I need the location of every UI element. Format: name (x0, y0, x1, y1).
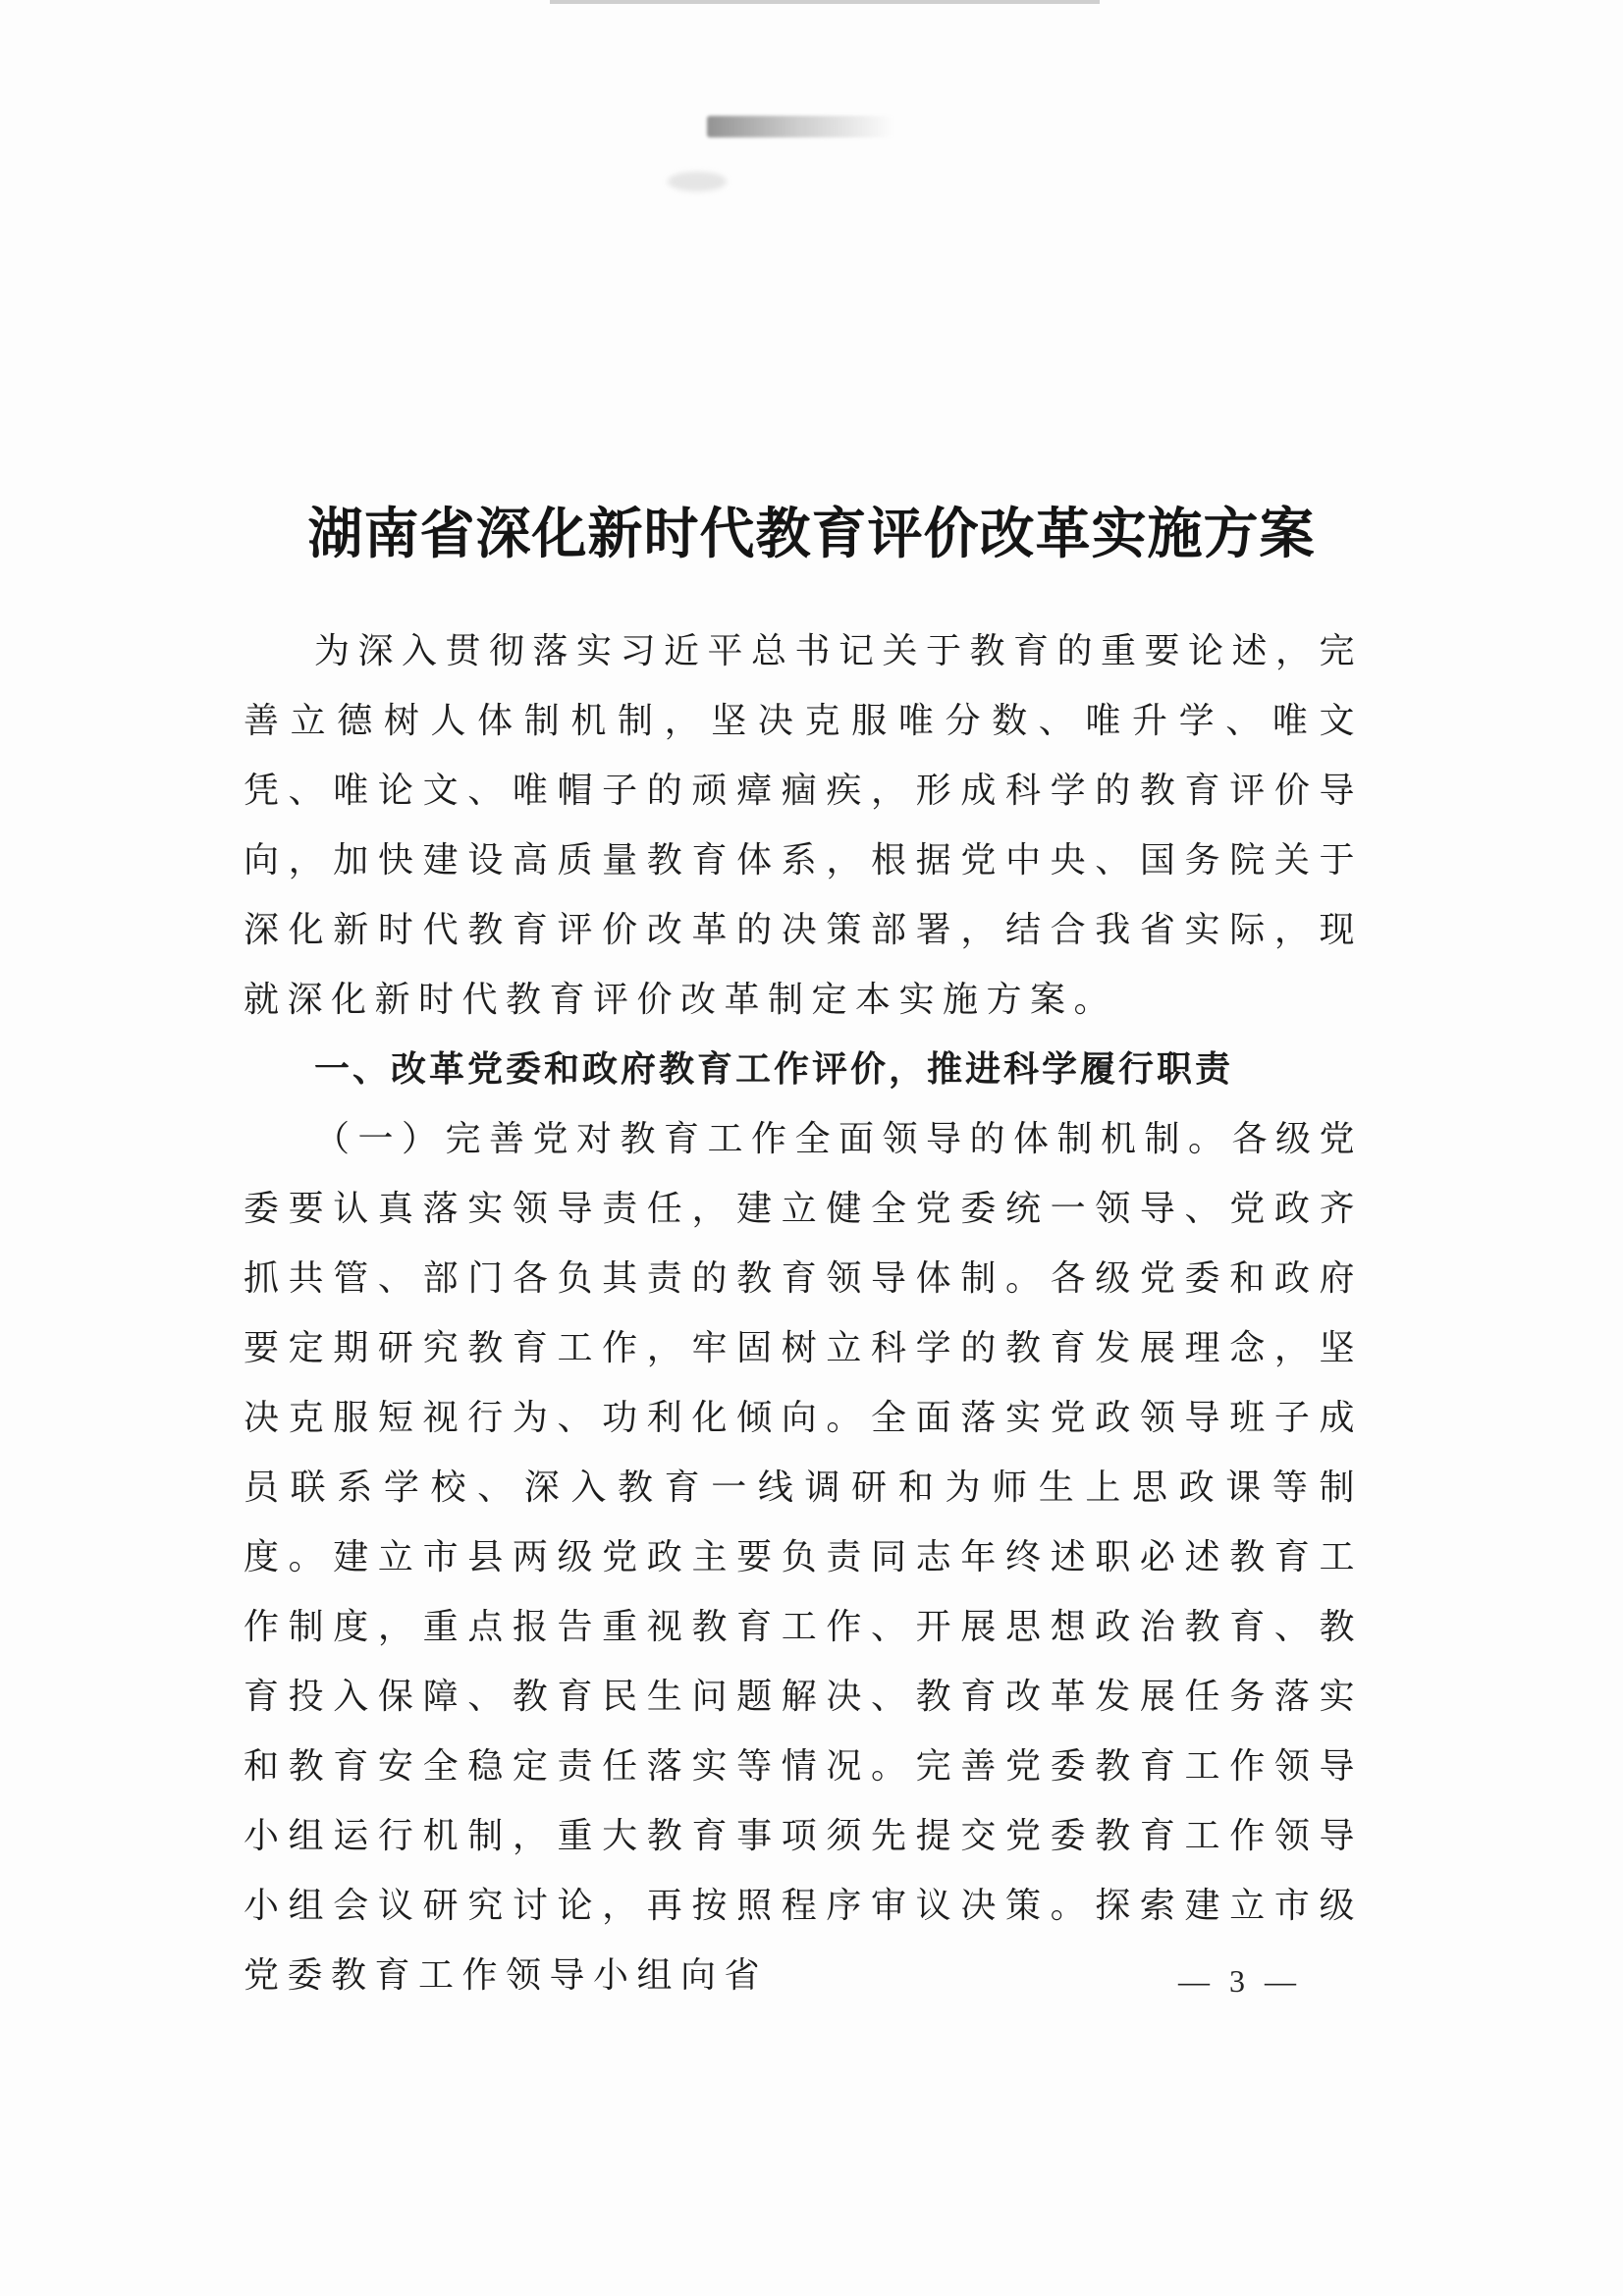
page-number: — 3 — (1178, 1963, 1302, 1999)
scan-smudge (668, 172, 727, 191)
scan-artifact (707, 116, 893, 137)
document-body (243, 616, 1363, 2010)
document-title: 湖南省深化新时代教育评价改革实施方案 (307, 502, 1316, 566)
section-paragraph: （一）完善党对教育工作全面领导的体制机制。各级党委要认真落实领导责任，建立健全党委统一领导、党政齐抓共管、部门各负其责的教育领导体制。各级党委和政府要定期研究教育工作，牢固树立科学的教育发展理念，坚决克服短视行为、功利化倾向。全面落实党政领导班子成员联系学校、深入教育一线调研和为师生上思政课等制度。建立市县两级党政主要负责同志年终述职必述教育工作制度，重点报告重视教育工作、开展思想政治教育、教育投入保障、教育民生问题解决、教育改革发展任务落实和教育安全稳定责任落实等情况。完善党委教育工作领导小组运行机制，重大教育事项须先提交党委教育工作领导小组会议研究讨论，再按照程序审议决策。探索建立市级党委教育工作领导小组向省 (243, 1119, 1364, 1996)
scan-edge-mark (550, 0, 1100, 4)
section-heading: 一、改革党委和政府教育工作评价，推进科学履行职责 (314, 1048, 1234, 1090)
intro-paragraph: 为深入贯彻落实习近平总书记关于教育的重要论述，完善立德树人体制机制，坚决克服唯分数、唯升学、唯文凭、唯论文、唯帽子的顽瘴痼疾，形成科学的教育评价导向，加快建设高质量教育体系，根据党中央、国务院关于深化新时代教育评价改革的决策部署，结合我省实际，现就深化新时代教育评价改革制定本实施方案。 (243, 631, 1364, 1020)
